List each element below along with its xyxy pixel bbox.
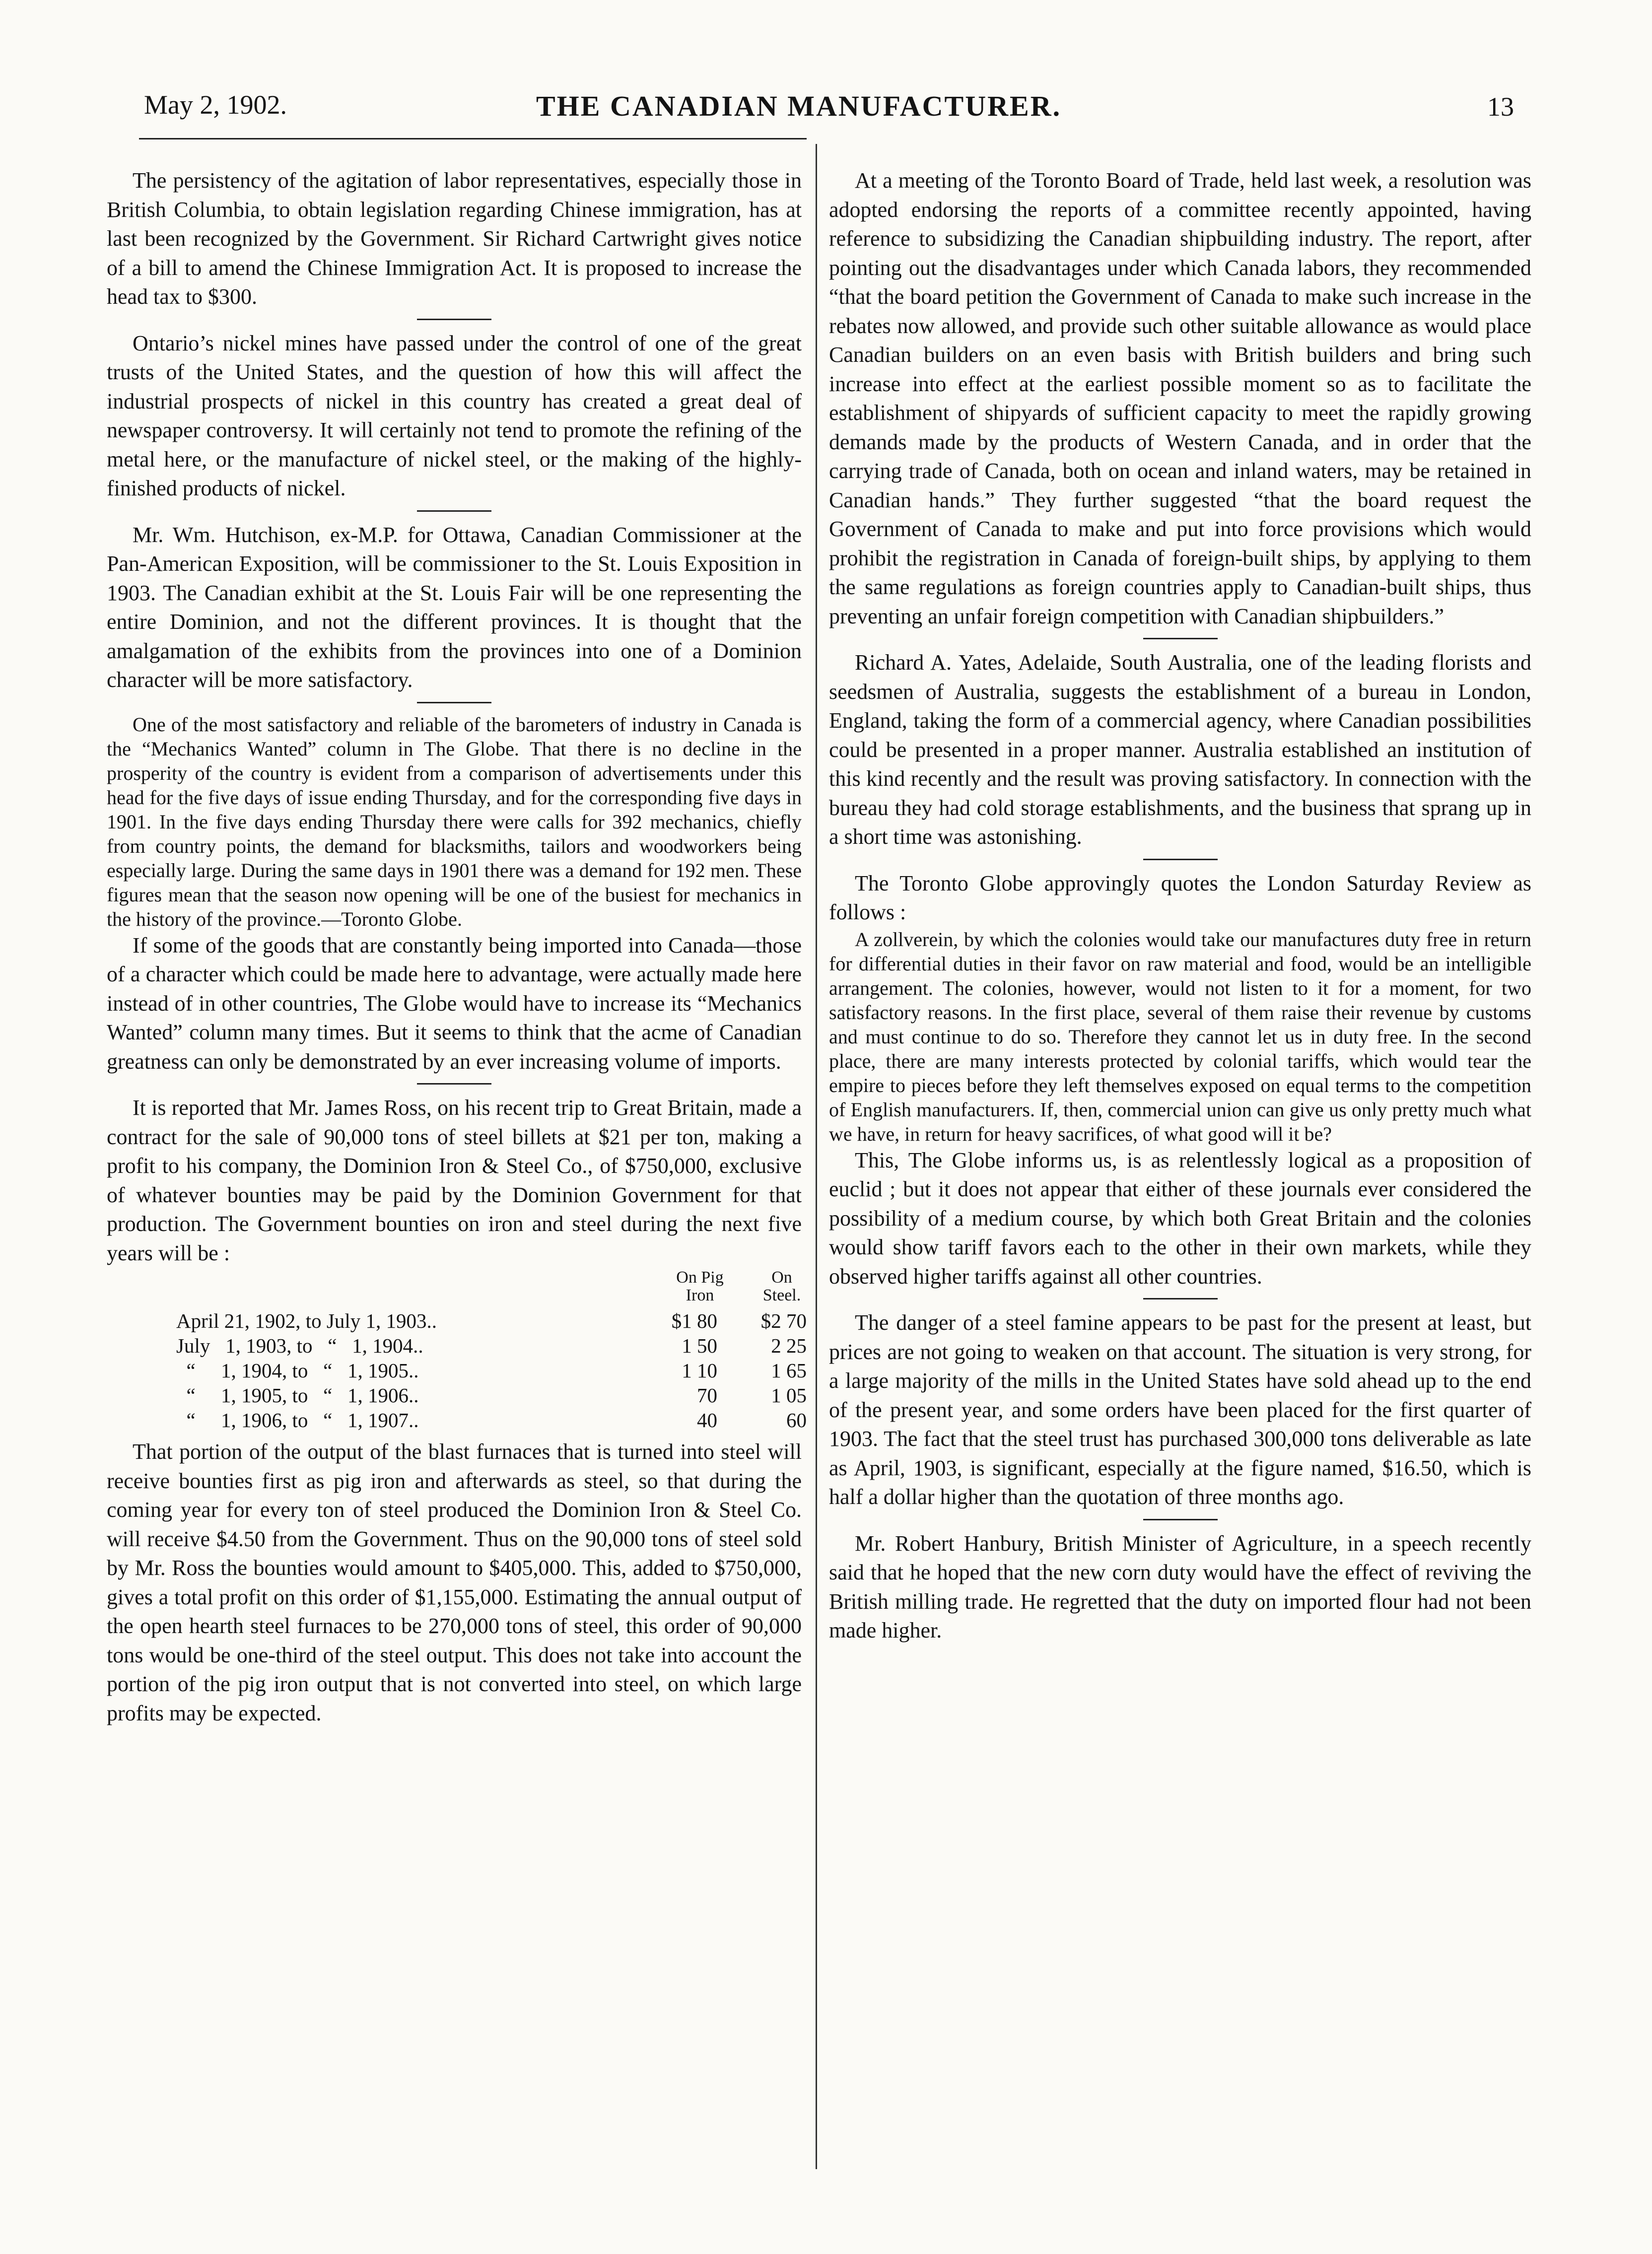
bounty-pig-iron: 70 — [697, 1384, 717, 1407]
table-row — [107, 1408, 807, 1433]
article-steel-contract: It is reported that Mr. James Ross, on his recent trip to Great Britain, made a contract for the sale of 90,000 tons of steel billets at $21 per ton, making a profit to his company, the Dominion Iron & Steel Co., of $750,000, exclusive of whatever bounties may be paid by the Dominion Government for that production. The Government bounties on iron and steel during the next five years will be : — [107, 1095, 802, 1265]
article-nickel-mines: Ontario’s nickel mines have passed under the control of one of the great trusts of the United States, and the question of how this will affect the industrial prospects of nickel in this country has created a great deal of newspaper controversy. It will certainly not tend to promote the refining of the metal here, or the manufacture of nickel steel, or the making of the highly-finished products of nickel. — [107, 331, 802, 500]
table-row — [107, 1383, 807, 1408]
column-divider — [816, 144, 817, 2169]
bounty-steel: 60 — [786, 1409, 807, 1432]
publication-title: THE CANADIAN MANUFACTURER. — [536, 90, 1062, 122]
article-london-bureau: Richard A. Yates, Adelaide, South Australia, one of the leading florists and seedsmen of Australia, suggests the establishment of a bureau in London, England, taking the form of a commercial agency, where Canadian possibilities could be presented in a proper manner. Australia established an institution of this kind recently and the result was proving satisfactory. In connection with the bureau they had cold storage establishments, and the business that sprang up in a short time was astonishing. — [829, 650, 1531, 849]
bounty-steel: 1 05 — [771, 1384, 807, 1407]
table-row — [107, 1333, 807, 1358]
article-imports-comment: If some of the goods that are constantly being imported into Canada—those of a character which could be made here to advantage, were actually made here instead of in other countries, The Globe would have to increase its “Mechanics Wanted” column many times. But it seems to think that the acme of Canadian greatness can only be demonstrated by an ever increasing volume of imports. — [107, 933, 802, 1074]
article-shipbuilding-board-of-trade: At a meeting of the Toronto Board of Trade, held last week, a resolution was adopted endorsing the reports of a committee recently appointed, having reference to subsidizing the Canadian shipbuilding industry. The report, after pointing out the disadvantages under which Canada labors, they recommended “that the board petition the Government of Canada to make such increase in the rebates now allowed, and provide such other suitable allowance as would place Canadian builders on an even basis with British builders and bring such increase into effect at the earliest possible moment so as to facilitate the establishment of shipyards of sufficient capacity to meet the rapidly growing demands made by the products of Western Canada, and in order that the carrying trade of Canada, both on ocean and inland waters, may be retained in Canadian hands.” They further suggested “that the board request the Government of Canada to make and put into force provisions which would prohibit the registration in Canada of foreign-built ships, by applying to them the same regulations as foreign countries apply to Canadian-built ships, thus preventing an unfair foreign competition with Canadian shipbuilders.” — [829, 168, 1531, 628]
bounty-pig-iron: 40 — [697, 1409, 717, 1432]
bounty-pig-iron: $1 80 — [671, 1309, 717, 1332]
article-separator — [1143, 1298, 1218, 1299]
bounty-pig-iron: 1 10 — [682, 1359, 717, 1382]
bounty-table — [107, 1268, 807, 1433]
bounty-period: “ 1, 1906, to “ 1, 1907.. — [176, 1409, 419, 1432]
right-column — [829, 166, 1531, 1645]
article-separator — [1143, 638, 1218, 639]
article-separator — [417, 1083, 491, 1085]
left-column — [107, 166, 807, 1728]
article-steel-bounties-profit: That portion of the output of the blast furnaces that is turned into steel will receive bounties first as pig iron and afterwards as steel, so that during the coming year for every ton of steel produced the Dominion Iron & Steel Co. will receive $4.50 from the Government. Thus on the 90,000 tons of steel sold by Mr. Ross the bounties would amount to $405,000. This, added to $750,000, gives a total profit on this order of $1,155,000. Estimating the annual output of the open hearth steel furnaces to be 270,000 tons of steel, this order of 90,000 tons would be one-third of the steel output. This does not take into account the portion of the pig iron output that is not converted into steel, on which large profits may be expected. — [107, 1439, 802, 1725]
article-steel-famine: The danger of a steel famine appears to be past for the present at least, but prices are not going to weaken on that account. The situation is very strong, for a large majority of the mills in the United States have sold ahead up to the end of the present year, and some orders have been placed for the first quarter of 1903. The fact that the steel trust has purchased 300,000 tons deliverable as late as April, 1903, is significant, especially at the figure named, $16.50, which is half a dollar higher than the quotation of three months ago. — [829, 1310, 1531, 1509]
header-rule — [139, 138, 807, 139]
page-header — [144, 89, 1534, 139]
article-separator — [417, 510, 491, 512]
column-header-pig-iron: On Pig Iron — [676, 1268, 724, 1304]
article-separator — [417, 702, 491, 703]
table-row — [107, 1308, 807, 1333]
article-chinese-immigration: The persistency of the agitation of labor representatives, especially those in British Columbia, to obtain legislation regarding Chinese immigration, has at last been recognized by the Government. Sir Richard Cartwright gives notice of a bill to amend the Chinese Immigration Act. It is proposed to increase the head tax to $300. — [107, 168, 802, 309]
article-st-louis-exposition: Mr. Wm. Hutchison, ex-M.P. for Ottawa, Canadian Commissioner at the Pan-American Exposition, will be commissioner to the St. Louis Exposition in 1903. The Canadian exhibit at the St. Louis Fair will be one representing the entire Dominion, and not the different provinces. It is thought that the amalgamation of the exhibits from the provinces into one of a Dominion character will be more satisfactory. — [107, 522, 802, 692]
bounty-period: April 21, 1902, to July 1, 1903.. — [176, 1309, 437, 1332]
bounty-period: “ 1, 1905, to “ 1, 1906.. — [176, 1384, 419, 1407]
article-globe-comment: This, The Globe informs us, is as relentlessly logical as a proposition of euclid ; but it does not appear that either of these journals ever considered the possibility of a medium course, by which both Great Britain and the colonies would show tariff favors each to the other in their own markets, while they observed higher tariffs against all other countries. — [829, 1148, 1531, 1289]
article-separator — [417, 319, 491, 320]
article-separator — [1143, 859, 1218, 860]
article-corn-duty: Mr. Robert Hanbury, British Minister of Agriculture, in a speech recently said that he hoped that the new corn duty would have the effect of reviving the British milling trade. He regretted that the duty on imported flour had not been made higher. — [829, 1531, 1531, 1642]
bounty-steel: 1 65 — [771, 1359, 807, 1382]
bounty-steel: 2 25 — [771, 1334, 807, 1357]
issue-date: May 2, 1902. — [144, 90, 287, 120]
bounty-pig-iron: 1 50 — [682, 1334, 717, 1357]
bounty-period: July 1, 1903, to “ 1, 1904.. — [176, 1334, 423, 1357]
article-separator — [1143, 1519, 1218, 1520]
bounty-steel: $2 70 — [760, 1309, 807, 1332]
page-number: 13 — [1487, 92, 1514, 122]
bounty-period: “ 1, 1904, to “ 1, 1905.. — [176, 1359, 419, 1382]
article-saturday-review-intro: The Toronto Globe approvingly quotes the London Saturday Review as follows : — [829, 871, 1531, 924]
column-header-steel: On Steel. — [762, 1268, 801, 1304]
article-mechanics-wanted: One of the most satisfactory and reliable of the barometers of industry in Canada is the “Mechanics Wanted” column in The Globe. That there is no decline in the prosperity of the country is evident from a comparison of advertisements under this head for the five days of issue ending Thursday, and for the corresponding five days in 1901. In the five days ending Thursday there were calls for 392 mechanics, chiefly from country points, the demand for blacksmiths, tailors and woodworkers being especially large. During the same days in 1901 there was a demand for 192 men. These figures mean that the season now opening will be one of the busiest for mechanics in the history of the province.—Toronto Globe. — [107, 713, 802, 930]
saturday-review-quote: A zollverein, by which the colonies would take our manufactures duty free in return for differential duties in their favor on raw material and food, would be an intelligible arrangement. The colonies, however, would not listen to it for a moment, for two satisfactory reasons. In the first place, several of them raise their revenue by customs and must continue to do so. Therefore they cannot let us in duty free. In the second place, there are many interests protected by colonial tariffs, which would tear the empire to pieces before they left themselves exposed on equal terms to the competition of English manufacturers. If, then, commercial union can give us only pretty much what we have, in return for heavy sacrifices, of what good will it be? — [829, 928, 1531, 1145]
table-row — [107, 1358, 807, 1383]
bounty-table-header — [107, 1269, 802, 1308]
